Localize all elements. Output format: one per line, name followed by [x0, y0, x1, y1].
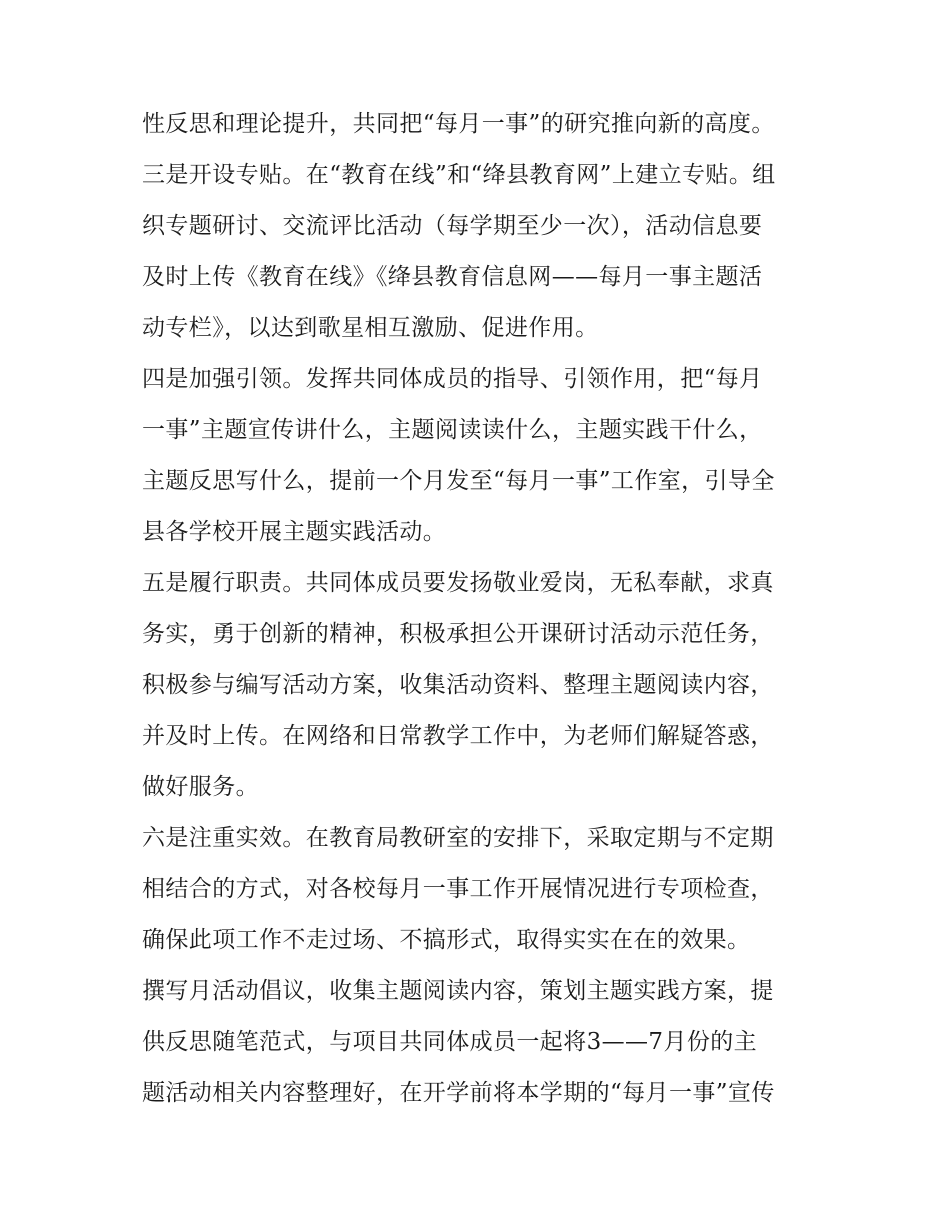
text-line: 相结合的方式，对各校每月一事工作开展情况进行专项检查，	[142, 876, 774, 902]
text-line: 性反思和理论提升，共同把“每月一事”的研究推向新的高度。	[142, 111, 775, 137]
text-line: 确保此项工作不走过场、不搞形式，取得实实在在的效果。	[142, 927, 751, 953]
text-line: 供反思随笔范式，与项目共同体成员一起将3——7月份的主	[142, 1029, 758, 1055]
text-line: 一事”主题宣传讲什么，主题阅读读什么，主题实践干什么，	[142, 417, 763, 443]
text-line: 动专栏》，以达到歌星相互激励、促进作用。	[142, 315, 599, 341]
text-line: 及时上传《教育在线》《绛县教育信息网——每月一事主题活	[142, 264, 763, 290]
document-body	[142, 99, 814, 1119]
text-line: 积极参与编写活动方案，收集活动资料、整理主题阅读内容，	[142, 672, 774, 698]
text-line: 织专题研讨、交流评比活动（每学期至少一次），活动信息要	[142, 213, 763, 239]
text-line: 四是加强引领。发挥共同体成员的指导、引领作用，把“每月	[142, 366, 763, 392]
text-line: 务实，勇于创新的精神，积极承担公开课研讨活动示范任务，	[142, 621, 774, 647]
text-line: 县各学校开展主题实践活动。	[142, 519, 447, 545]
text-line: 主题反思写什么，提前一个月发至“每月一事”工作室，引导全	[142, 468, 775, 494]
text-line: 并及时上传。在网络和日常教学工作中，为老师们解疑答惑，	[142, 723, 774, 749]
text-line: 六是注重实效。在教育局教研室的安排下，采取定期与不定期	[142, 825, 774, 851]
text-line: 五是履行职责。共同体成员要发扬敬业爱岗，无私奉献，求真	[142, 570, 774, 596]
text-line: 做好服务。	[142, 774, 259, 800]
text-line: 题活动相关内容整理好，在开学前将本学期的“每月一事”宣传	[142, 1080, 775, 1106]
text-line: 三是开设专贴。在“教育在线”和“绛县教育网”上建立专贴。组	[142, 162, 776, 188]
text-line: 撰写月活动倡议，收集主题阅读内容，策划主题实践方案，提	[142, 978, 774, 1004]
